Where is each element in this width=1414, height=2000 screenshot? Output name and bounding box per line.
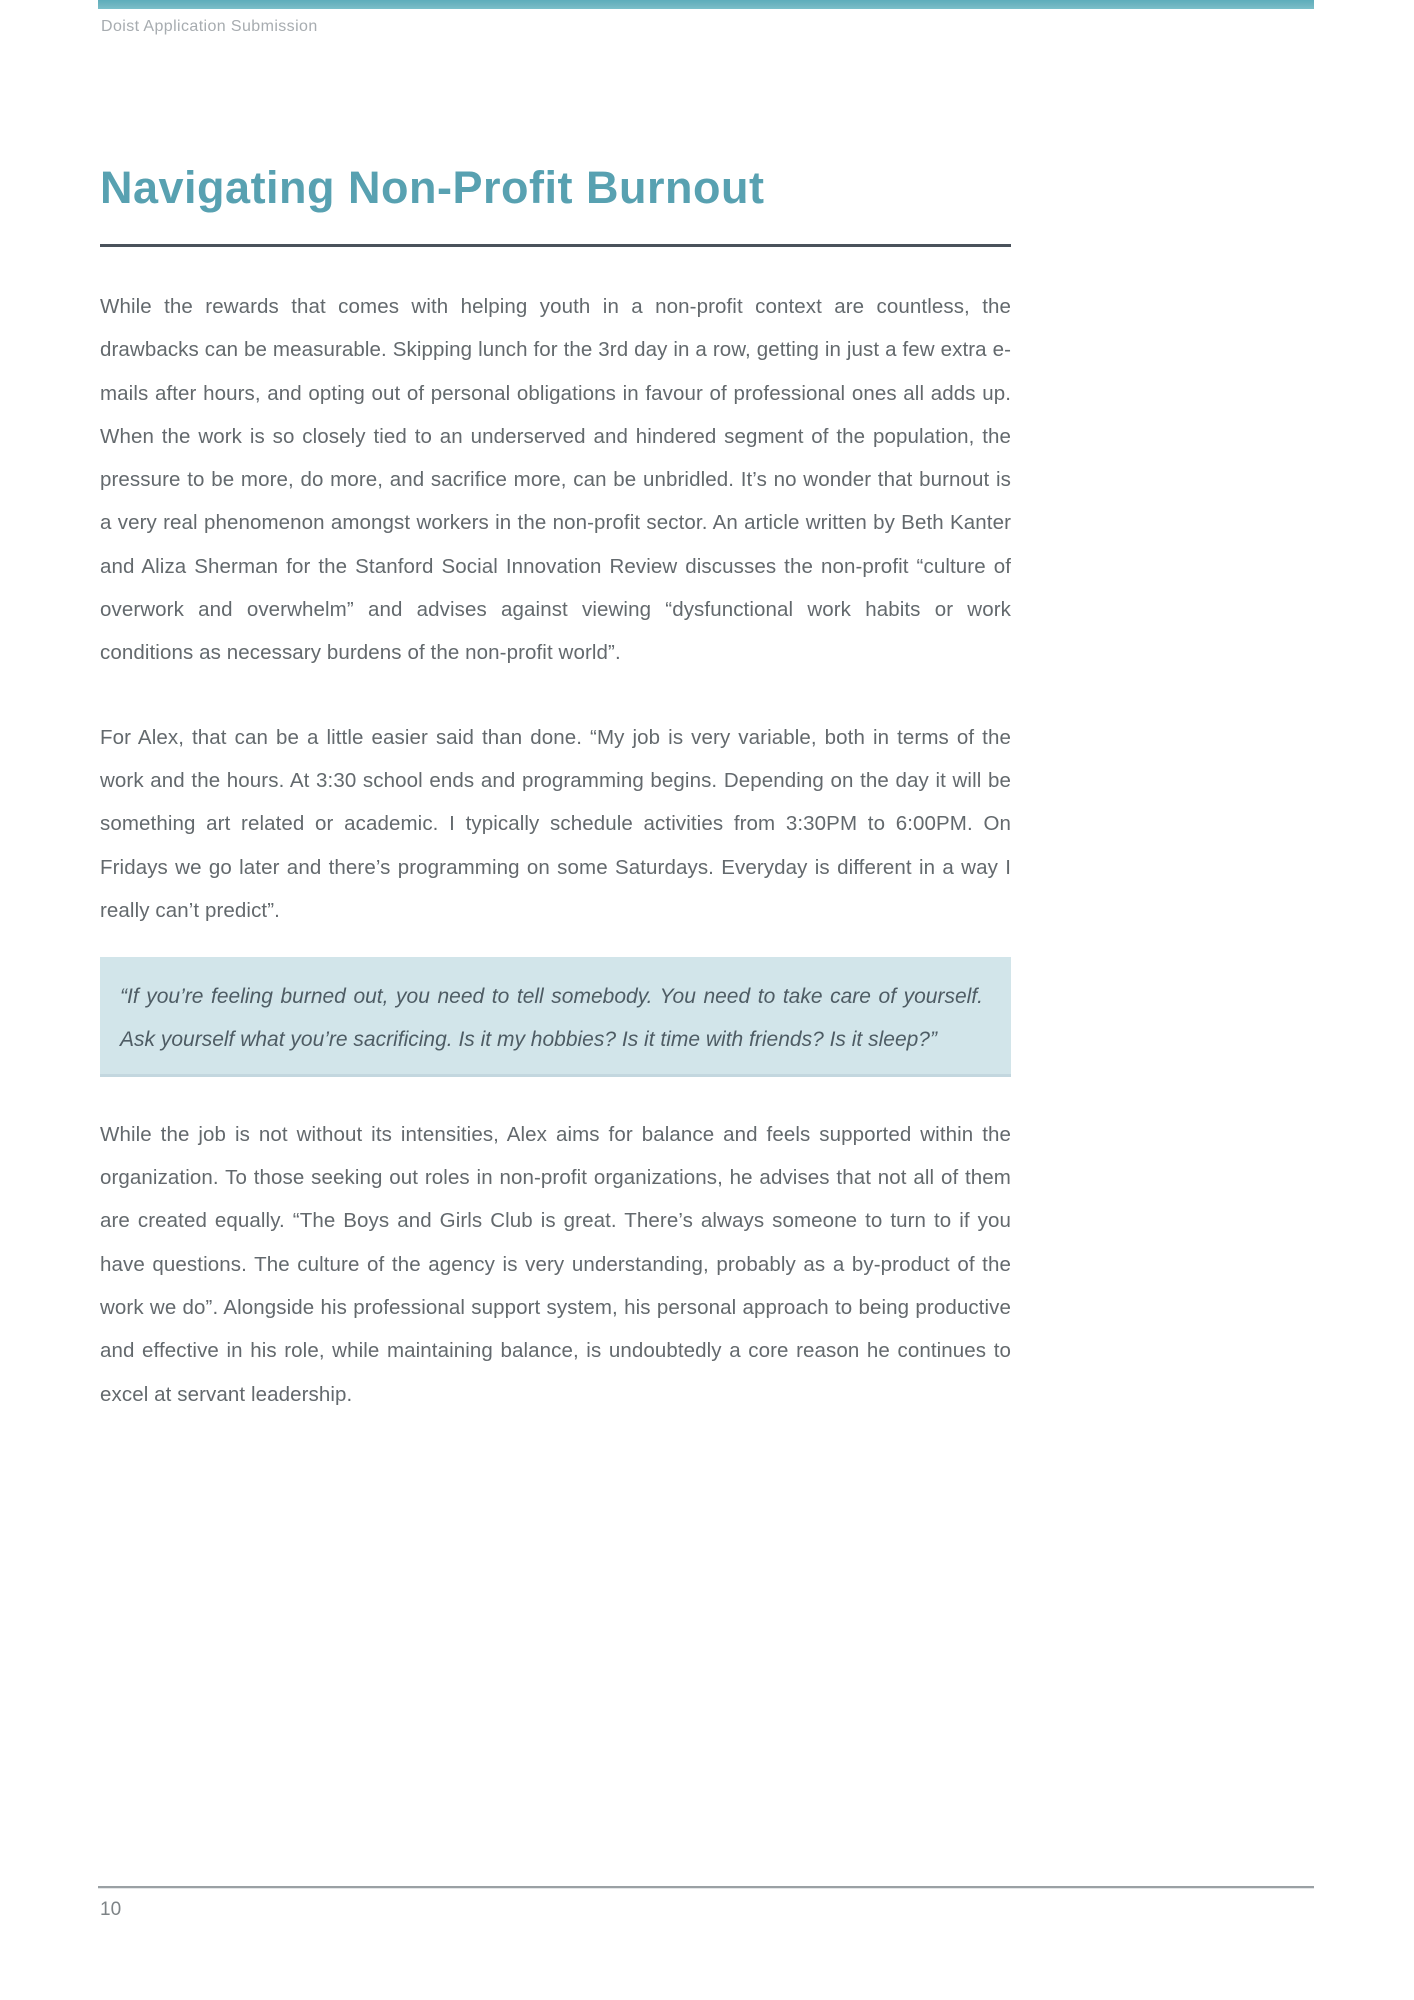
document-header-label: Doist Application Submission	[101, 18, 318, 35]
paragraph-balance-support: While the job is not without its intensities, Alex aims for balance and feels supported within the organization. To those seeking out roles in non-profit organizations, he advises that not all of them are created equally. “The Boys and Girls Club is great. There’s always someone to turn to if you have questions. The culture of the agency is very understanding, probably as a by-product of the work we do”. Alongside his professional support system, his personal approach to being productive and effective in his role, while maintaining balance, is undoubtedly a core reason he continues to excel at servant leadership.	[100, 1122, 1011, 1406]
pull-quote: “If you’re feeling burned out, you need to tell somebody. You need to take care of yourself. Ask yourself what you’re sacrificing. Is it my hobbies? Is it time with friends? Is it sleep?”	[100, 957, 1011, 1074]
footer-rule	[98, 1886, 1314, 1889]
title-rule	[100, 244, 1011, 247]
paragraph-burnout-intro: While the rewards that comes with helping youth in a non-profit context are countless, the drawbacks can be measurable. Skipping lunch for the 3rd day in a row, getting in just a few extra e-mails after hours, and opting out of personal obligations in favour of professional ones all adds up. When the work is so closely tied to an underserved and hindered segment of the population, the pressure to be more, do more, and sacrifice more, can be unbridled. It’s no wonder that burnout is a very real phenomenon amongst workers in the non-profit sector. An article written by Beth Kanter and Aliza Sherman for the Stanford Social Innovation Review discusses the non-profit “culture of overwork and overwhelm” and advises against viewing “dysfunctional work habits or work conditions as necessary burdens of the non-profit world”.	[100, 295, 1011, 665]
page-number: 10	[100, 1899, 122, 1920]
paragraph-alex-schedule: For Alex, that can be a little easier said than done. “My job is very variable, both in terms of the work and the hours. At 3:30 school ends and programming begins. Depending on the day it will be something art related or academic. I typically schedule activities from 3:30PM to 6:00PM. On Fridays we go later and there’s programming on some Saturdays. Everyday is different in a way I really can’t predict”.	[100, 725, 1011, 922]
top-accent-bar	[98, 0, 1314, 9]
page-title: Navigating Non-Profit Burnout	[100, 162, 765, 213]
article-content	[100, 158, 1011, 1416]
